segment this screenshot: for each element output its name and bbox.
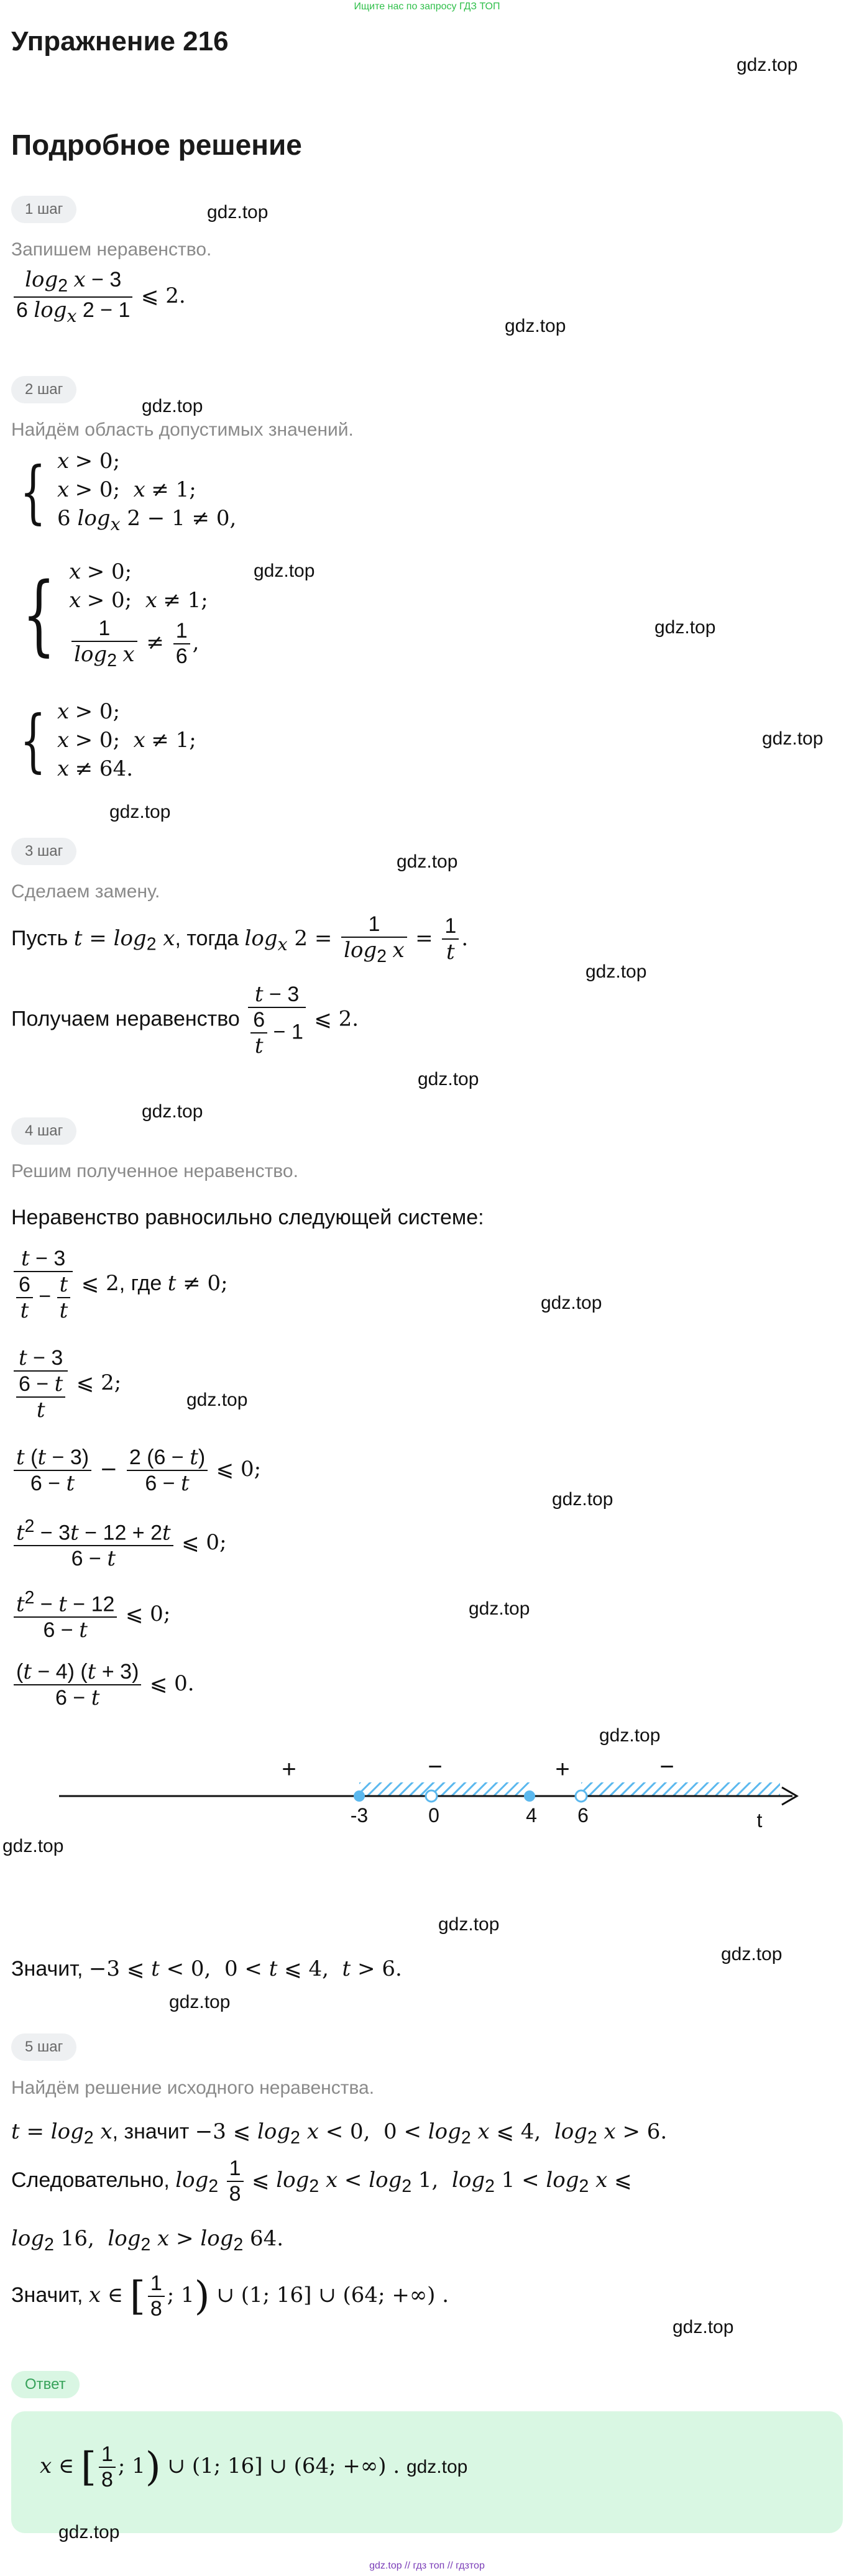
watermark: gdz.top (2, 1836, 64, 1856)
watermark: gdz.top (673, 2317, 734, 2337)
watermark: gdz.top (737, 55, 798, 75)
point-0 (426, 1790, 437, 1802)
axis-variable: t (756, 1809, 763, 1831)
ineq-line-1: t − 3 $\frac{6}{t}$ − $\frac{t}{t}$ ⩽ 2, где t ≠ 0; (11, 1246, 228, 1323)
step-4-result: Значит, −3 ⩽ t < 0, 0 < t ⩽ 4, t > 6. (11, 1956, 402, 1981)
odz-system-1: { x > 0; x > 0; x ≠ 1; 6 $\log_x 2 - 1 \ne 0$, (20, 449, 237, 534)
sign-label: − (659, 1753, 674, 1781)
odz-system-2: { x > 0; x > 0; x ≠ 1; $\frac{1}{\log_2 x}$ ≠ $\frac{1}{6}$ , (22, 559, 208, 671)
footer-links[interactable]: gdz.top // гдз топ // гдзтор (369, 2560, 485, 2571)
step-3-chip: 3 шаг (11, 838, 76, 865)
step-5-line-1: $t = \log_2 x$, значит −3 ⩽ $\log_2 x < 0$, $0 < \log_2 x$ ⩽ 4, $\log_2 x > 6$. (11, 2119, 668, 2148)
step-4-chip: 4 шаг (11, 1117, 76, 1145)
watermark: gdz.top (254, 561, 315, 581)
tick-label: 0 (428, 1804, 439, 1827)
ineq-line-6: $\frac{(t - 4) (t + 3)}{6 - t}$ ⩽ 0. (11, 1659, 195, 1710)
top-search-hint[interactable]: Ищите нас по запросу ГДЗ ТОП (354, 1, 500, 12)
step-4-hint: Решим полученное неравенство. (11, 1161, 298, 1181)
step-1-inequality: $\frac{\log_2 x - 3}{6 \log_x 2 - 1}$ ⩽ 2. (11, 267, 186, 327)
ineq-line-4: $\frac{t^2 - 3t - 12 + 2t}{6 - t}$ ⩽ 0; (11, 1516, 227, 1571)
ineq-line-5: $\frac{t^2 - t - 12}{6 - t}$ ⩽ 0; (11, 1588, 170, 1643)
watermark: gdz.top (654, 617, 716, 638)
sign-label: + (555, 1756, 570, 1783)
watermark: gdz.top (186, 1390, 248, 1410)
watermark: gdz.top (599, 1725, 661, 1746)
watermark: gdz.top (721, 1944, 783, 1964)
watermark: gdz.top (142, 1101, 203, 1122)
substitution-line: Пусть $t = \log_2 x$, тогда $\log_x 2$ = $\frac{1}{\log_2 x}$ = $\frac{1}{t}$ . (11, 912, 469, 966)
step-2-chip: 2 шаг (11, 376, 76, 403)
watermark: gdz.top (169, 1992, 231, 2012)
watermark: gdz.top (505, 316, 566, 336)
watermark: gdz.top (207, 202, 269, 222)
number-line (0, 1740, 854, 1852)
step-5-chip: 5 шаг (11, 2033, 76, 2061)
answer-value: x ∈ [ $\frac{1}{8}$ ; 1) ∪ (1; 16] ∪ (64; +∞) . gdz.top (40, 2442, 468, 2491)
shaded-interval-6-inf (581, 1782, 780, 1796)
watermark: gdz.top (58, 2522, 120, 2542)
point-neg3 (354, 1790, 365, 1802)
watermark: gdz.top (142, 396, 203, 416)
step-1-chip: 1 шаг (11, 196, 76, 223)
watermark: gdz.top (469, 1598, 530, 1619)
tick-label: 6 (577, 1804, 589, 1827)
sign-label: − (428, 1753, 443, 1781)
page-title: Упражнение 216 (11, 26, 229, 57)
tick-label: -3 (350, 1804, 369, 1827)
section-title: Подробное решение (11, 129, 302, 161)
watermark: gdz.top (418, 1069, 479, 1089)
shaded-interval-0-4 (431, 1782, 530, 1796)
odz-system-3: { x > 0; x > 0; x ≠ 1; x ≠ 64. (20, 699, 196, 781)
watermark: gdz.top (438, 1914, 500, 1935)
step-2-hint: Найдём область допустимых значений. (11, 419, 354, 440)
equivalent-system-text: Неравенство равносильно следующей системе: (11, 1206, 484, 1229)
answer-chip: Ответ (11, 2371, 80, 2398)
sign-label: + (282, 1756, 296, 1783)
watermark: gdz.top (397, 851, 458, 872)
tick-label: 4 (526, 1804, 537, 1827)
received-inequality: Получаем неравенство t − 3 $\frac{6}{t}$ − 1 ⩽ 2. (11, 982, 359, 1058)
ineq-line-2: $\frac{t - 3}{\frac{6 - t}{t}}$ ⩽ 2; (11, 1345, 121, 1423)
step-5-hint: Найдём решение исходного неравенства. (11, 2078, 375, 2098)
watermark: gdz.top (109, 802, 171, 822)
step-1-hint: Запишем неравенство. (11, 239, 212, 260)
shaded-interval-neg3-0 (359, 1782, 431, 1796)
step-5-line-3: $\log_2 16$, $\log_2 x > \log_2 64$. (11, 2226, 284, 2255)
ineq-line-3: $\frac{t (t - 3)}{6 - t}$ − $\frac{2 (6 - t)}{6 - t}$ ⩽ 0; (11, 1445, 261, 1496)
point-6 (576, 1790, 587, 1802)
step-3-hint: Сделаем замену. (11, 881, 160, 902)
watermark: gdz.top (762, 728, 824, 749)
watermark: gdz.top (585, 961, 647, 982)
step-5-result: Значит, x ∈ [ $\frac{1}{8}$ ; 1) ∪ (1; 16] ∪ (64; +∞) . (11, 2271, 449, 2321)
step-5-line-2: Следовательно, $\log_2$ $\frac{1}{8}$ ⩽ $\log_2 x < \log_2 1$, $\log_2 1 < \log_2 x$ ⩽ (11, 2157, 632, 2206)
point-4 (524, 1790, 535, 1802)
watermark: gdz.top (541, 1293, 602, 1313)
watermark: gdz.top (552, 1489, 613, 1510)
